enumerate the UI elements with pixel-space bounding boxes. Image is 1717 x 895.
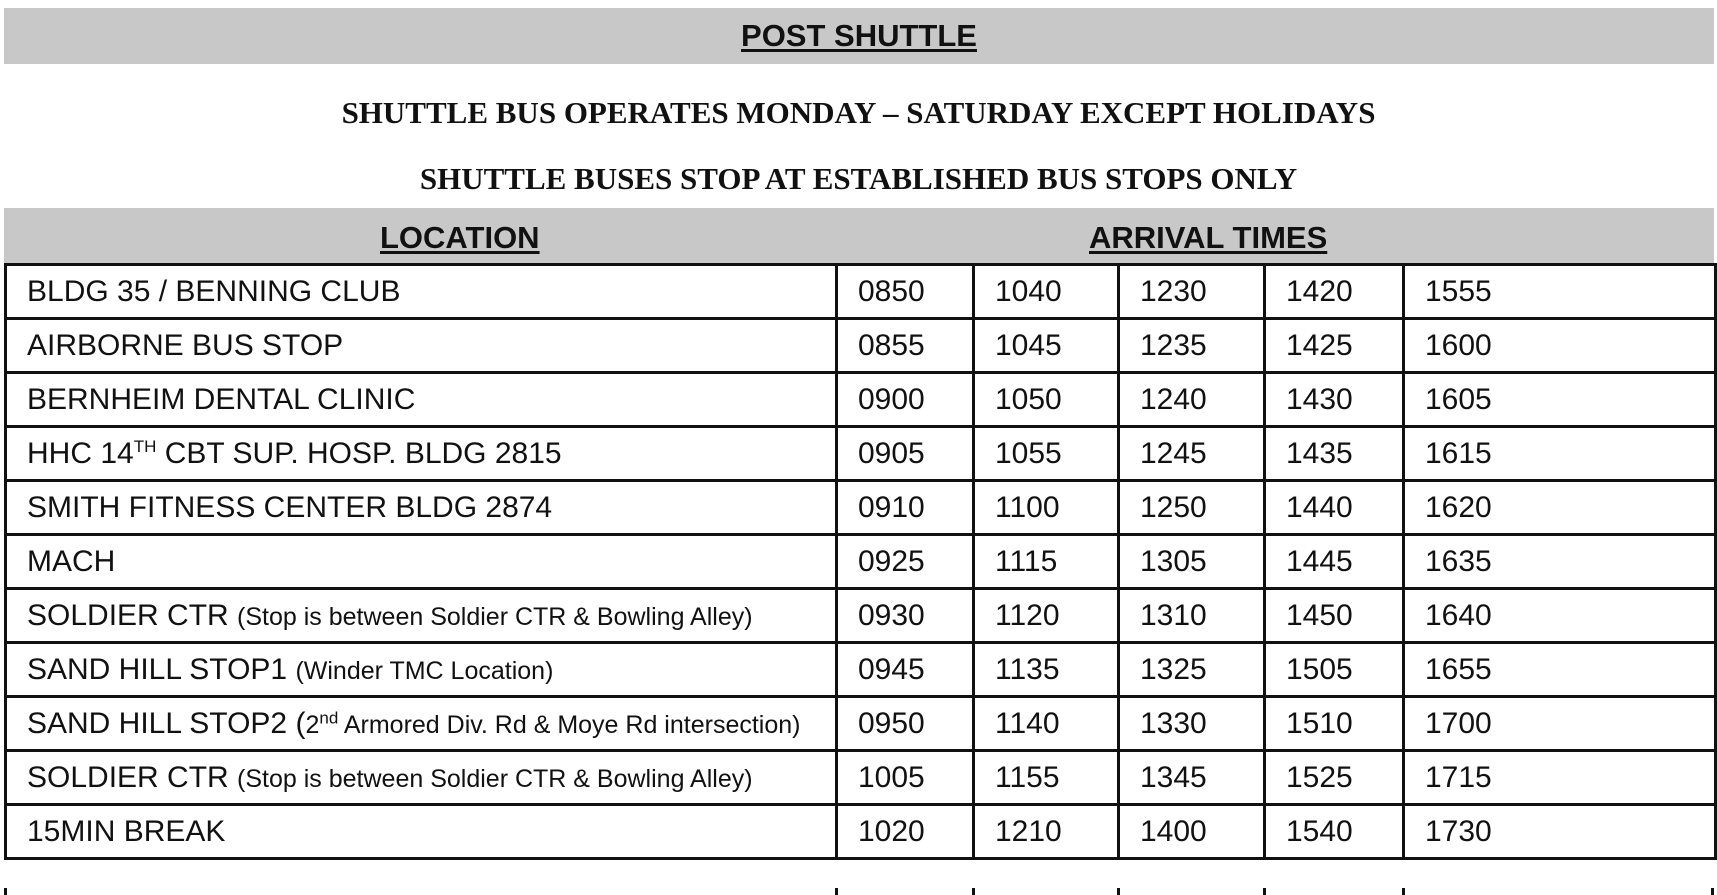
location-note [305,708,801,739]
time-cell: 1640 [1404,589,1716,643]
location-name: SAND HILL STOP1 [27,652,288,686]
location-cell [6,265,837,319]
time-cell: 1210 [974,805,1119,859]
location-cell [6,643,837,697]
time-cell: 0950 [837,697,974,751]
location-name: 15MIN BREAK [27,814,226,848]
time-cell: 1050 [974,373,1119,427]
time-cell: 1510 [1265,697,1404,751]
time-cell: 1045 [974,319,1119,373]
time-cell: 1230 [1119,265,1265,319]
note-open-paren: ( [295,706,306,740]
time-cell: 0945 [837,643,974,697]
time-cell: 0925 [837,535,974,589]
location-name: BERNHEIM DENTAL CLINIC [27,382,416,416]
time-cell: 1040 [974,265,1119,319]
schedule-table [4,263,1717,860]
location-cell [6,535,837,589]
location-name-part: HHC 14 [27,436,134,470]
location-name: SOLDIER CTR [27,760,229,794]
time-cell: 1430 [1265,373,1404,427]
time-cell: 1420 [1265,265,1404,319]
time-cell: 1310 [1119,589,1265,643]
time-cell: 1700 [1404,697,1716,751]
location-column-header: LOCATION [380,220,540,255]
location-cell [6,805,837,859]
location-note: (Stop is between Soldier CTR & Bowling Alley) [237,602,753,631]
page-title: POST SHUTTLE [741,18,977,53]
time-cell: 0905 [837,427,974,481]
operating-days-notice: SHUTTLE BUS OPERATES MONDAY – SATURDAY EXCEPT HOLIDAYS [341,95,1376,130]
location-cell [6,589,837,643]
location-name-part: CBT SUP. HOSP. BLDG 2815 [156,436,562,470]
location-name: SOLDIER CTR [27,598,229,632]
time-cell: 1100 [974,481,1119,535]
time-cell: 1450 [1265,589,1404,643]
time-cell: 1445 [1265,535,1404,589]
location-note: (Stop is between Soldier CTR & Bowling Alley) [237,764,753,793]
table-row [6,319,1716,373]
time-cell: 1240 [1119,373,1265,427]
arrival-times-column-header: ARRIVAL TIMES [1089,220,1328,255]
time-cell: 1140 [974,697,1119,751]
time-cell: 1555 [1404,265,1716,319]
table-row [6,643,1716,697]
time-cell: 1120 [974,589,1119,643]
time-cell: 1635 [1404,535,1716,589]
ordinal-suffix: TH [133,436,157,456]
time-cell: 1115 [974,535,1119,589]
time-cell: 1620 [1404,481,1716,535]
time-cell: 1135 [974,643,1119,697]
column-separator [1117,888,1120,895]
location-name: SAND HILL STOP2 [27,706,288,740]
table-row [6,751,1716,805]
time-cell: 0910 [837,481,974,535]
table-row [6,589,1716,643]
location-cell [6,751,837,805]
table-row [6,373,1716,427]
time-cell: 1730 [1404,805,1716,859]
location-cell [6,697,837,751]
location-name: MACH [27,544,116,578]
time-cell: 1345 [1119,751,1265,805]
location-name: BLDG 35 / BENNING CLUB [27,274,401,308]
location-cell [6,481,837,535]
time-cell: 1425 [1265,319,1404,373]
table-header-bar [4,208,1714,264]
note-part: 2 [305,710,320,739]
ordinal-suffix: nd [319,708,339,728]
location-cell [6,319,837,373]
time-cell: 1655 [1404,643,1716,697]
time-cell: 1440 [1265,481,1404,535]
table-row [6,805,1716,859]
column-separator [972,888,975,895]
time-cell: 1600 [1404,319,1716,373]
time-cell: 1325 [1119,643,1265,697]
time-cell: 1055 [974,427,1119,481]
time-cell: 1235 [1119,319,1265,373]
time-cell: 1715 [1404,751,1716,805]
location-note: (Winder TMC Location) [295,656,554,685]
title-bar [4,8,1714,64]
time-cell: 1525 [1265,751,1404,805]
time-cell: 1005 [837,751,974,805]
time-cell: 1435 [1265,427,1404,481]
column-separator [1402,888,1405,895]
time-cell: 1155 [974,751,1119,805]
cut-off-row [4,888,1714,895]
time-cell: 1400 [1119,805,1265,859]
time-cell: 1330 [1119,697,1265,751]
time-cell: 0930 [837,589,974,643]
column-separator [1263,888,1266,895]
column-separator [835,888,838,895]
table-row [6,535,1716,589]
time-cell: 0855 [837,319,974,373]
time-cell: 1305 [1119,535,1265,589]
time-cell: 0900 [837,373,974,427]
time-cell: 1505 [1265,643,1404,697]
location-cell [6,373,837,427]
table-row [6,697,1716,751]
time-cell: 1605 [1404,373,1716,427]
time-cell: 0850 [837,265,974,319]
location-cell [6,427,837,481]
time-cell: 1615 [1404,427,1716,481]
table-row [6,265,1716,319]
table-row [6,427,1716,481]
time-cell: 1245 [1119,427,1265,481]
time-cell: 1540 [1265,805,1404,859]
location-name: AIRBORNE BUS STOP [27,328,344,362]
table-row [6,481,1716,535]
location-name: SMITH FITNESS CENTER BLDG 2874 [27,490,553,524]
note-part: Armored Div. Rd & Moye Rd intersection) [338,710,801,739]
time-cell: 1250 [1119,481,1265,535]
time-cell: 1020 [837,805,974,859]
bus-stop-notice: SHUTTLE BUSES STOP AT ESTABLISHED BUS STOPS ONLY [419,161,1298,196]
